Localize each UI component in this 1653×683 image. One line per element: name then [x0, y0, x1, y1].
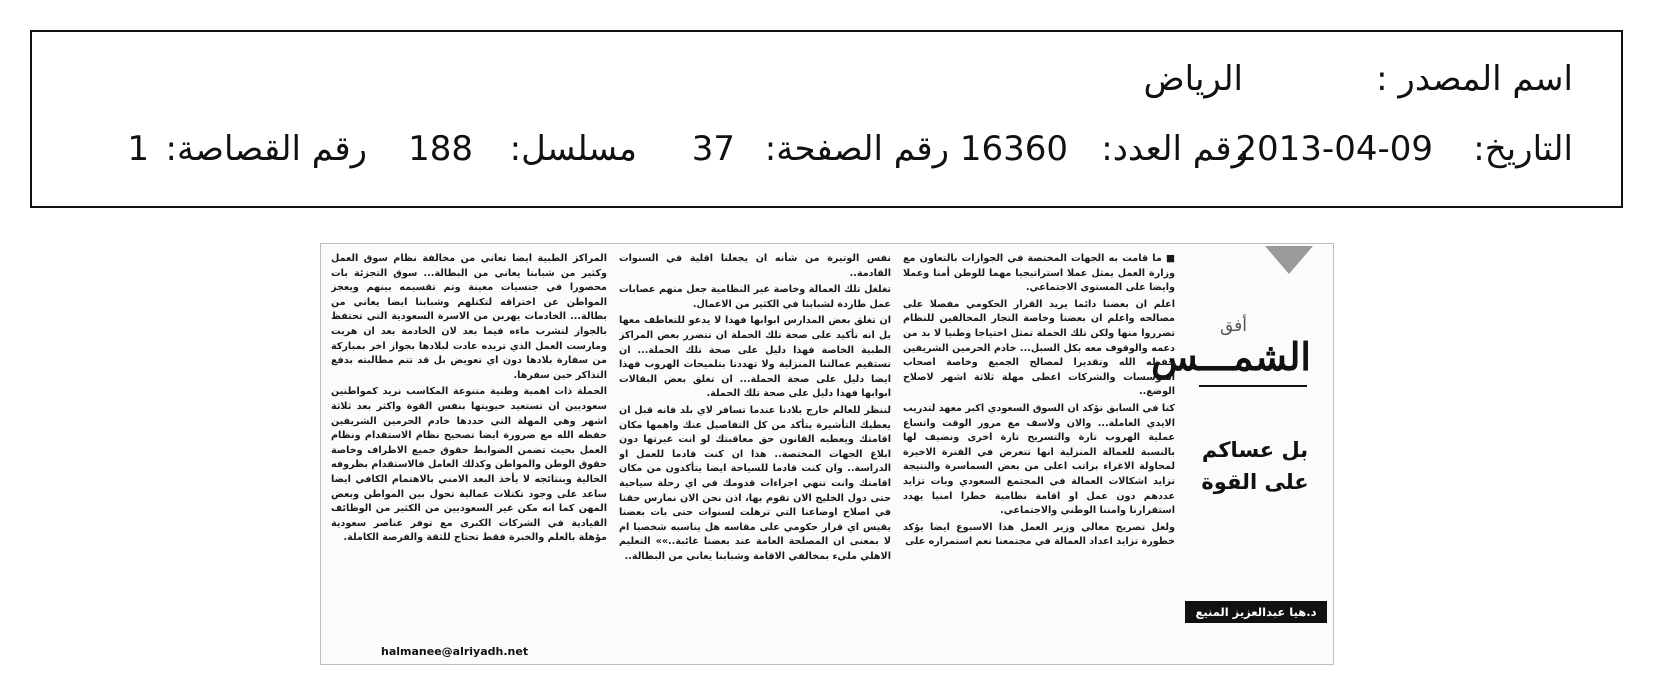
article-clipping: [320, 243, 1334, 665]
clip-number-label: رقم القصاصة:: [165, 129, 367, 169]
source-label: اسم المصدر :: [1376, 59, 1573, 99]
paragraph: المراكز الطبية ايضا تعاني من مخالفة نظام سوق العمل وكثير من شبابنا يعاني من البطالة... سوق التجزئة بات محصورا في جنسيات معينة وتم تقسيمه بينهم ويعجز المواطن عن اختراقه لتكتلهم وشبابنا ايضا يعاني من بطالة... الخادمات يهربن من الاسرة السعودية التي تحتفظ بالجواز لتشرب ماءه فيما بعد لان الخادمة بعد ان هربت ومارست العمل الذي تريده عادت لبلادها بجواز اخر بمباركة من سفارة بلادها دون اي تعويض بل قد تتم مطالبته بدفع التذاكر حين سفرها.: [331, 253, 607, 381]
serial-value: 188: [408, 129, 473, 169]
article-headline: بل عساكم على القوة: [1201, 438, 1309, 494]
article-column-2: [619, 252, 891, 652]
page-value: 37: [691, 129, 735, 169]
column-masthead: [1151, 244, 1333, 664]
paragraph: لننظر للعالم خارج بلادنا عندما تسافر لاي بلد فانه قبل ان يعطيك التأشيرة يتأكد من كل التفاصيل عنك واهمها مكان اقامتك ويعطيه القانون حق معاقبتك لو انت غيرتها دون ابلاغ الجهات المختصة.. هذا ان كنت قادما للعمل او الدراسة.. وان كنت قادما للسياحة ايضا يتأكدون من مكان اقامتك وانت تنهي اجراءات قدومك في اي رحلة سياحية حتى دول الخليج الان تقوم بها، اذن نحن الان نمارس حقنا في اصلاح اوضاعنا التي ترهلت لسنوات حتى بات بعضنا يقيس اي قرار حكومي على مقاسه هل يناسبه شخصيا ام لا بمعنى ان المصلحة العامة عند بعضنا غائبة..»» التعليم الاهلي مليء بمخالفي الاقامة وشبابنا يعاني من البطالة..: [619, 404, 891, 562]
details-row: [80, 124, 1573, 174]
paragraph: كنا في السابق نؤكد ان السوق السعودي اكبر معهد لتدريب الايدي العاملة... والان ولاسف مع مرور الوقت واتساع عملية الهروب تارة والتسريح تارة اخرى ونضيف لها بالنسبة للعمالة المنزلية انها تتعرض في الفترة الاخيرة لمحاولة الاغراء براتب اعلى من بعض السماسرة والنتيجة تزايد اشكالات العمالة في المجتمع السعودي وبات تزايد عددهم دون عمل او اقامة نظامية خطرا امنيا يهدد استقرارنا وامننا الوطني والاجتماعي.: [903, 402, 1175, 517]
article-column-1: [903, 252, 1175, 652]
paragraph: ولعل تصريح معالي وزير العمل هذا الاسبوع ايضا يؤكد خطورة تزايد اعداد العمالة في مجتمعنا نعم استمراره على: [903, 521, 1175, 548]
clip-number-value: 1: [127, 129, 149, 169]
column-label-main: الشمـــس: [1151, 334, 1311, 379]
chevron-down-icon: [1265, 246, 1313, 274]
page-label: رقم الصفحة:: [764, 129, 949, 169]
article-column-3: [331, 252, 607, 652]
paragraph: تغلغل تلك العمالة وخاصة غير النظامية جعل منهم عصابات عمل طاردة لشبابنا في الكثير من الاعمال.: [619, 284, 891, 310]
paragraph: نفس الوتيرة من شأنه ان يجعلنا اقلية في السنوات القادمة..: [619, 253, 891, 279]
paragraph: ان تغلق بعض المدارس ابوابها فهذا لا يدعو للتعاطف معها بل انه تأكيد على صحة تلك الحملة ان تتضرر بعض المراكز الطبية الخاصة فهذا دليل على صحة تلك الحملة... ان تستقيم عمالتنا المنزلية ولا تهددنا بتلميحات الهروب فهذا ايضا دليل على صحة الحملة... ان تغلق بعض البقالات ابوابها فهذا دليل على صحة تلك الحملة.: [619, 315, 891, 400]
author-badge: د.هيا عبدالعزيز المنيع: [1185, 601, 1327, 623]
issue-label: رقم العدد:: [1101, 129, 1248, 169]
serial-label: مسلسل:: [509, 129, 637, 169]
issue-value: 16360: [959, 129, 1068, 169]
masthead-divider: [1199, 385, 1307, 387]
date-label: التاريخ:: [1473, 129, 1573, 169]
author-email: halmanee@alriyadh.net: [381, 645, 529, 658]
paragraph: اعلم ان بعضنا دائما يريد القرار الحكومي مفصلا على مصالحه واعلم ان بعضنا وخاصة التجار المخالفين للنظام تضرروا منها ولكن تلك الحملة تمثل احتياجا وطنيا لا بد من دعمه والوقوف معه بكل السبل... خادم الحرمين الشريفين حفظه الله وتقديرا لمصالح الجميع وخاصة اصحاب المؤسسات والشركات اعطى مهلة ثلاثة اشهر لاصلاح الوضع..: [903, 298, 1175, 398]
clipping-metadata-box: [30, 30, 1623, 208]
source-value: الرياض: [1143, 59, 1243, 99]
paragraph: ■ ما قامت به الجهات المختصة في الجوازات بالتعاون مع وزارة العمل يمثل عملا استراتيجيا مهما للوطن أمنا وعملا وايضا على المستوى الاجتماعي.: [903, 253, 1175, 294]
paragraph: الحملة ذات اهمية وطنية متنوعة المكاسب نريد كمواطنين سعوديين ان تستعيد حيويتها بنفس القوة واكثر بعد ثلاثة اشهر وهي المهلة التي حددها خادم الحرمين الشريفين حفظه الله مع ضرورة ايضا تصحيح نظام الاستقدام ونظام العمل بحيث تضمن الضوابط حقوق جميع الاطراف وخاصة حقوق الوطن والمواطن وكذلك العامل فالاستقدام بظروفه الحالية وبنتائجه لا يأخذ البعد الامني بالاهتمام الكافي ايضا ساعد على وجود تكتلات عمالية تحول بين المواطن وبعض المهن كما انه مكن غير السعوديين من الكثير من الوظائف القيادية في الشركات الكبرى مع توفر عناصر سعودية مؤهلة بالعلم والخبرة فقط تحتاج للثقة والفرصة الكاملة.: [331, 386, 607, 544]
source-row: [80, 54, 1573, 104]
column-label-top: أفق: [1219, 316, 1247, 336]
date-value: 2013-04-09: [1235, 129, 1433, 169]
